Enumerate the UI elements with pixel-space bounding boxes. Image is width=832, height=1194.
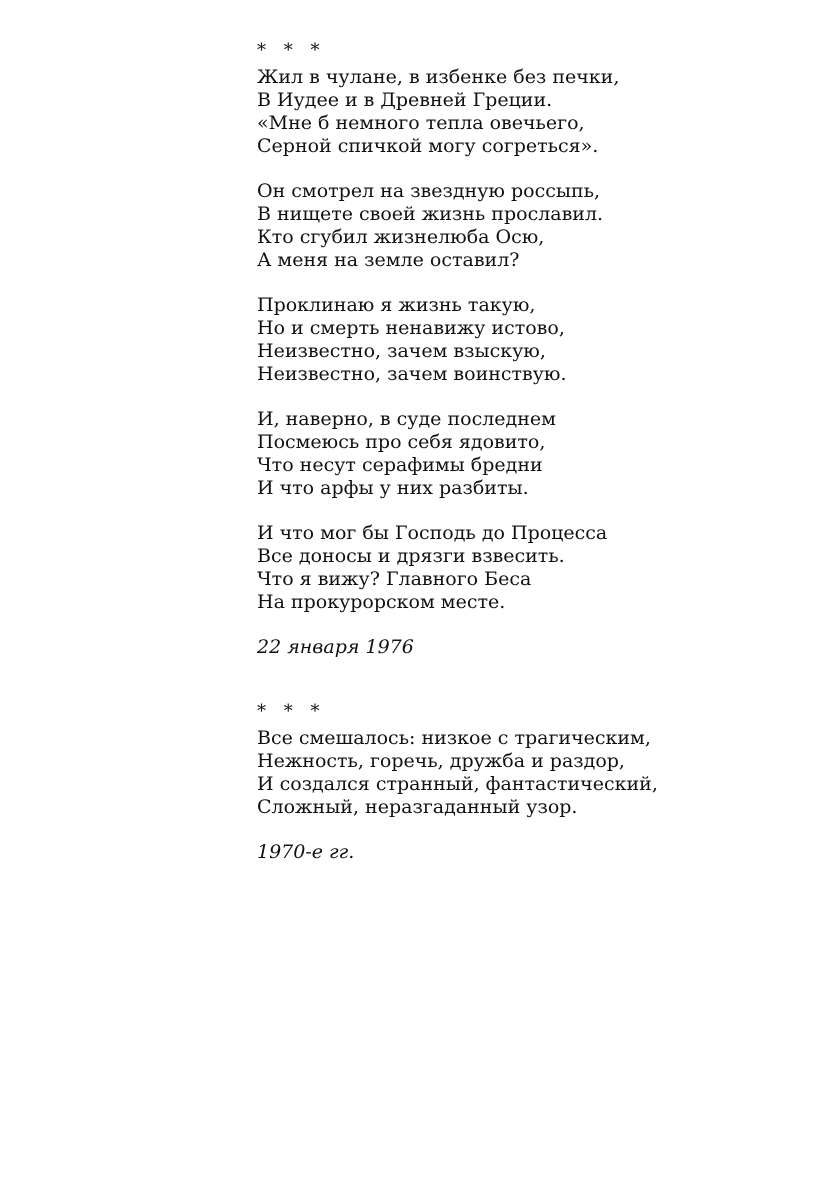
stanza-4: [257, 408, 797, 500]
verse-line: Все смешалось: низкое с трагическим,: [257, 727, 651, 749]
verse-line: Он смотрел на звездную россыпь,: [257, 180, 601, 202]
verse-line: И, наверно, в суде последнем: [257, 408, 556, 430]
verse-line: «Мне б немного тепла овечьего,: [257, 112, 585, 134]
verse-line: Неизвестно, зачем воинствую.: [257, 363, 567, 385]
verse-line: В нищете своей жизнь прославил.: [257, 203, 604, 225]
verse-line: Сложный, неразгаданный узор.: [257, 796, 578, 818]
verse-line: Что несут серафимы бредни: [257, 454, 543, 476]
verse-line: Посмеюсь про себя ядовито,: [257, 431, 546, 453]
verse-line: В Иудее и в Древней Греции.: [257, 89, 553, 111]
stanza-1: [257, 66, 797, 158]
verse-line: Кто сгубил жизнелюба Осю,: [257, 226, 545, 248]
verse-line: Серной спичкой могу согреться».: [257, 135, 599, 157]
stanza-2: [257, 180, 797, 272]
verse-line: Что я вижу? Главного Беса: [257, 568, 532, 590]
section-marker: * * *: [257, 40, 326, 61]
verse-line: И создался странный, фантастический,: [257, 773, 658, 795]
verse-line: Проклинаю я жизнь такую,: [257, 294, 536, 316]
poem-2: [257, 701, 797, 864]
verse-line: И что мог бы Господь до Процесса: [257, 522, 608, 544]
verse-line: Жил в чулане, в избенке без печки,: [257, 66, 620, 88]
verse-line: Но и смерть ненавижу истово,: [257, 317, 565, 339]
page-content: [257, 40, 797, 864]
verse-line: Все доносы и дрязги взвесить.: [257, 545, 565, 567]
poem-1: [257, 40, 797, 659]
stanza-5: [257, 522, 797, 614]
verse-line: На прокурорском месте.: [257, 591, 506, 613]
verse-line: Неизвестно, зачем взыскую,: [257, 340, 546, 362]
verse-line: Нежность, горечь, дружба и раздор,: [257, 750, 625, 772]
verse-line: А меня на земле оставил?: [257, 249, 520, 271]
poem-date: 22 января 1976: [257, 636, 414, 658]
stanza-3: [257, 294, 797, 386]
verse-line: И что арфы у них разбиты.: [257, 477, 529, 499]
section-marker: * * *: [257, 701, 326, 722]
poem-date: 1970-е гг.: [257, 841, 355, 863]
stanza-1: [257, 727, 797, 819]
